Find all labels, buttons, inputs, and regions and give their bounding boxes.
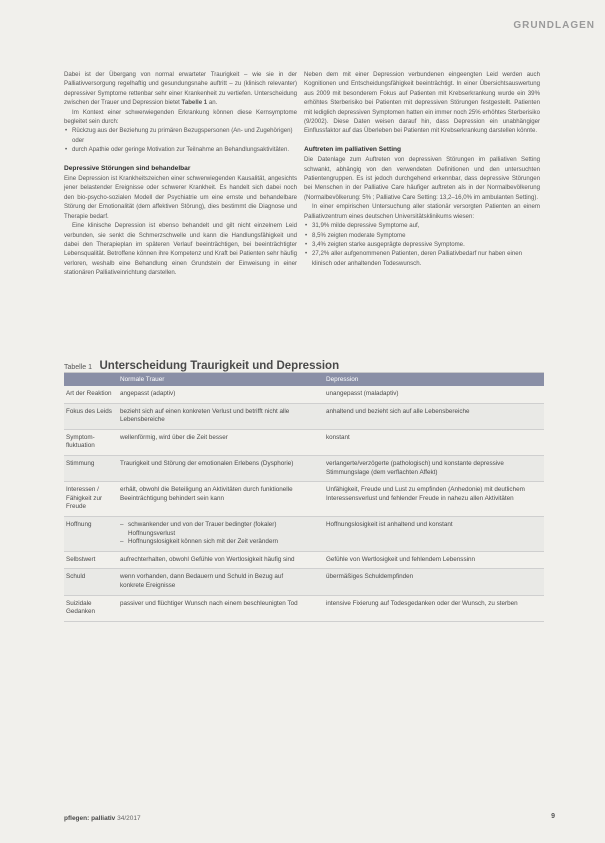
- trauer-cell: passiver und flüchtiger Wunsch nach einem beschleunigten Tod: [120, 599, 298, 607]
- trauer-cell: erhält, obwohl die Beteiligung an Aktivitäten durch funktionelle Beeinträchtigung behindert sein kann: [120, 486, 293, 502]
- left-column: [64, 70, 297, 278]
- row-label: Hoffnung: [66, 520, 92, 528]
- table-row: [64, 596, 544, 622]
- journal-issue: 34/2017: [117, 815, 141, 822]
- list-item: • 3,4% zeigten starke ausgeprägte depressive Symptome.: [304, 240, 540, 249]
- trauer-cell: angepasst (adaptiv): [120, 390, 176, 397]
- table-row: [64, 569, 544, 595]
- trauer-cell: bezieht sich auf einen konkreten Verlust und betrifft nicht alle Lebensbereiche: [120, 407, 290, 424]
- trauer-cell: aufrechterhalten, obwohl Gefühle von Wertlosigkeit häufig sind: [120, 555, 295, 563]
- page-number: 9: [551, 813, 555, 820]
- bullet-list: [304, 221, 540, 268]
- section-heading: Depressive Störungen sind behandelbar: [64, 164, 191, 172]
- section-heading: Auftreten im palliativen Setting: [304, 145, 402, 153]
- table-reference: Tabelle 1: [181, 99, 208, 107]
- depression-cell: übermäßiges Schuldempfinden: [326, 573, 414, 581]
- depression-cell: Gefühle von Wertlosigkeit und fehlendem Lebenssinn: [326, 555, 476, 563]
- depression-cell: anhaltend und bezieht sich auf alle Lebensbereiche: [326, 407, 470, 415]
- depression-cell: unangepasst (maladaptiv): [326, 390, 399, 397]
- table-row: [64, 517, 544, 552]
- depression-cell: Hoffnungslosigkeit ist anhaltend und konstant: [326, 520, 453, 528]
- row-label: Selbstwert: [66, 555, 96, 563]
- section-tag: GRUNDLAGEN: [513, 20, 595, 31]
- row-label: Suizidale Gedanken: [66, 599, 96, 616]
- paragraph: Dabei ist der Übergang von normal erwarteter Traurigkeit – wie sie in der Palliativversorgung regelhaftig und gesundungsnahe auftritt – zu (klinisch relevanter) depressiver Symptome rettenbar sehr einer Krankenheit zu vertiefen. Unterscheidung zwischen der Trauer und Depression bietet Tabelle 1 an.: [64, 71, 297, 107]
- paragraph: Die Datenlage zum Auftreten von depressiven Störungen im palliativen Setting schwankt, abhängig von den verwendeten Definitionen und den untersuchten Patientengruppen. Es ist jedoch durchgehend erkennbar, dass depressive Störungen bei Menschen in der Palliative Care häufiger auftreten als in der Normalbevölkerung (Normalbevölkerung: 5% ; Palliative Care Setting: 13,2–16,0% im ambulanten Setting).: [304, 156, 540, 201]
- table-title: Unterscheidung Traurigkeit und Depression: [99, 360, 340, 372]
- trauer-cell: Traurigkeit und Störung der emotionalen Erlebens (Dysphorie): [120, 459, 294, 467]
- header-cell: [64, 376, 120, 384]
- table-row: [64, 482, 544, 517]
- depression-cell: konstant: [326, 433, 350, 441]
- paragraph: Eine klinische Depression ist ebenso behandelt und gilt nicht einzelnem Leid verbunden, sie senkt die Schmerzschwelle und kann die Handlungsfähigkeit und dabei den Therapieplan im späteren Verlauf beeinträchtigen, bei beeinträchtigter Lebensqualität. Betroffene können ihre Kompetenz und Kraft bei Patienten sehr häufig verloren, weshalb eine Behandlung einen Grundstein der Einweisung in einer stationären Palliativeinrichtung darstellen.: [64, 222, 297, 277]
- table-row: [64, 430, 544, 456]
- bullet-list: [64, 126, 297, 154]
- list-item: – Hoffnungslosigkeit können sich mit der Zeit verändern: [120, 538, 306, 547]
- list-item: • 31,9% milde depressive Symptome auf,: [304, 221, 540, 230]
- row-label: Fokus des Leids: [66, 407, 112, 415]
- header-cell: Normale Trauer: [120, 376, 165, 383]
- row-label: Schuld: [66, 573, 86, 581]
- paragraph: Neben dem mit einer Depression verbundenen eingeengten Leid werden auch Kognitionen und Entscheidungsfähigkeit beeinträchtigt. In einer Übersichtsauswertung aus 2009 mit besonderem Fokus auf Patienten mit Krebserkrankung wurde ein 39% erhöhtes Sterberisiko bei Patienten mit depressiven Störungen festgestellt. Patienten mit lediglich depressiven Symptomen hatten ein immer noch 25% erhöhtes Sterberisiko (9/2002). Diese Daten weisen darauf hin, dass Depression ein unabhängiger Einflussfaktor auf das Überleben bei Patienten mit Krebserkrankung darstellen könnte.: [304, 71, 540, 135]
- table-row: [64, 404, 544, 430]
- paragraph: Im Kontext einer schwerwiegenden Erkrankung können diese Kernsymptome begleitet sein durch:: [64, 108, 297, 126]
- paragraph: Eine Depression ist Krankheitszeichen einer schwerwiegenden Kausalität, angesichts jener belastender Ereignisse oder schwerer Krankheit. Es handelt sich dabei noch den bio-psycho-sozialen Modell der Psychiatrie um eine ernste und behandelbare Störung der Emotionalität (dem affektiven Störung), dies bestimmt die Diagnose und Therapie bedarf.: [64, 175, 297, 220]
- depression-cell: intensive Fixierung auf Todesgedanken oder der Wunsch, zu sterben: [326, 599, 518, 607]
- table-row: [64, 386, 544, 404]
- list-item: – schwankender und von der Trauer bedingter (fokaler) Hoffnungsverlust: [120, 521, 306, 538]
- list-item: • 8,5% zeigten moderate Symptome: [304, 231, 540, 240]
- header-cell: Depression: [326, 376, 359, 383]
- list-item: • Rückzug aus der Beziehung zu primären Bezugspersonen (An- und Zugehörigen) oder: [64, 126, 297, 145]
- row-label: Art der Reaktion: [66, 390, 112, 397]
- table-row: [64, 456, 544, 482]
- dash-list: [120, 521, 306, 547]
- row-label: Symptom-fluktuation: [66, 433, 95, 450]
- depression-cell: Unfähigkeit, Freude und Lust zu empfinden (Anhedonie) mit deutlichem Interessensverlust und fehlender Freude in nahezu allen Aktivitäten: [326, 486, 525, 502]
- paragraph: In einer empirischen Untersuchung aller stationär versorgten Patienten an einem Palliativzentrum eines deutschen Universitätsklinikums wiesen:: [304, 203, 540, 220]
- table-row: [64, 552, 544, 570]
- trauer-cell: wellenförmig, wird über die Zeit besser: [120, 433, 228, 441]
- comparison-table: [64, 372, 544, 622]
- trauer-cell: [120, 517, 312, 551]
- right-column: [304, 70, 540, 268]
- row-label: Interessen / Fähigkeit zur Freude: [66, 486, 103, 511]
- table-header-row: [64, 373, 544, 386]
- row-label: Stimmung: [66, 459, 95, 467]
- list-item: • durch Apathie oder geringe Motivation zur Teilnahme an Behandlungsaktivitäten.: [64, 145, 297, 154]
- list-item: • 27,2% aller aufgenommenen Patienten, deren Palliativbedarf nur haben einen klinisch oder anhaltenden Todeswunsch.: [304, 249, 540, 268]
- table-label: Tabelle 1: [64, 364, 93, 371]
- depression-cell: verlangerte/verzögerte (pathologisch) und konstante depressive Stimmungslage (dem verflachten Affekt): [326, 459, 504, 476]
- trauer-cell: wenn vorhanden, dann Bedauern und Schuld in Bezug auf konkrete Ereignisse: [120, 573, 284, 589]
- journal-name: pflegen: palliativ: [64, 815, 116, 822]
- journal-footer: [64, 815, 141, 822]
